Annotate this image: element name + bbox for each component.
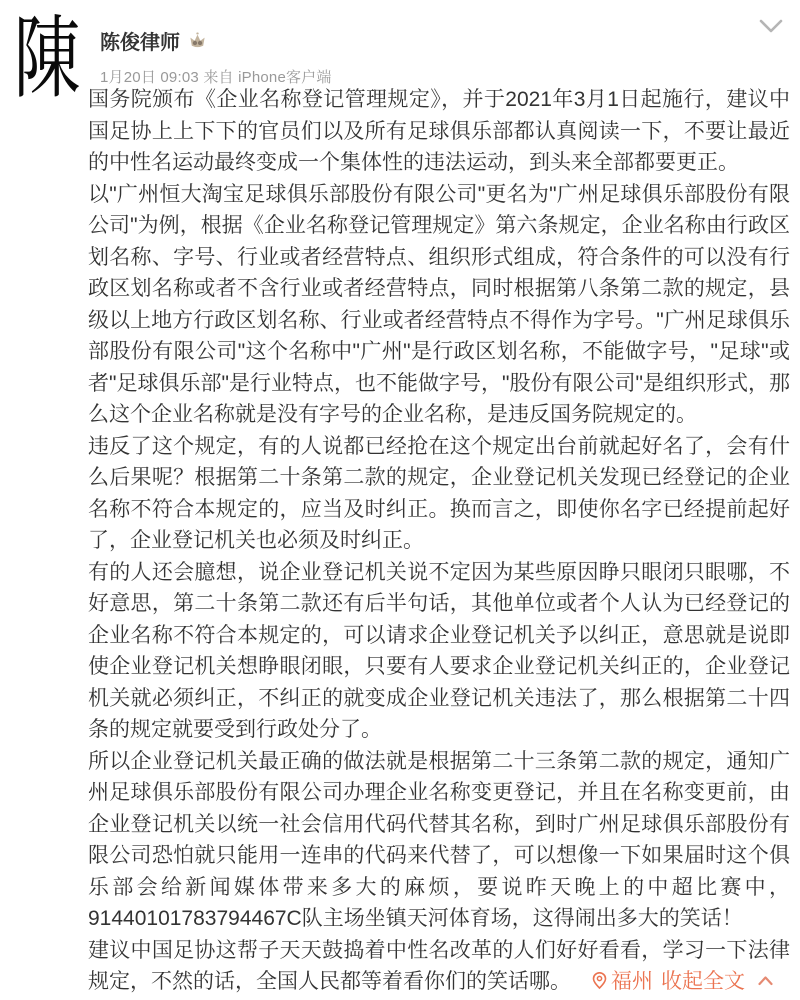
avatar[interactable]: 陳 [13, 6, 81, 111]
chevron-up-icon[interactable] [757, 974, 774, 987]
paragraph: 违反了这个规定，有的人说都已经抢在这个规定出台前就起好名了，会有什么后果呢？根据第二十条第二款的规定，企业登记机关发现已经登记的企业名称不符合本规定的，应当及时纠正。换而言之，即使你名字已经提前起好了，企业登记机关也必须及时纠正。 [88, 434, 790, 552]
paragraph: 有的人还会臆想，说企业登记机关说不定因为某些原因睁只眼闭只眼哪，不好意思，第二十条第二款还有后半句话，其他单位或者个人认为已经登记的企业名称不符合本规定的，可以请求企业登记机关予以纠正，意思就是说即使企业登记机关想睁眼闭眼，只要有人要求企业登记机关纠正的，企业登记机关就必须纠正，不纠正的就变成企业登记机关违法了，那么根据第二十四条的规定就要受到行政处分了。 [88, 560, 790, 741]
location-pin-icon[interactable] [591, 971, 608, 990]
post-text [88, 84, 790, 998]
paragraph: 所以企业登记机关最正确的做法就是根据第二十三条第二款的规定，通知广州足球俱乐部股份有限公司办理企业名称变更登记，并且在名称变更前，由企业登记机关以统一社会信用代码代替其名称，到时广州足球俱乐部股份有限公司恐怕就只能用一连串的代码来代替了，可以想像一下如果届时这个俱乐部会给新闻媒体带来多大的麻烦，要说昨天晚上的中超比赛中，91440101783794467C队主场坐镇天河体育场，这得闹出多大的笑话！ [88, 749, 790, 930]
post-footer-links [591, 966, 774, 998]
location-link[interactable]: 福州 [611, 970, 653, 993]
post-header [100, 26, 332, 87]
post-source[interactable]: 来自 iPhone客户端 [203, 69, 332, 86]
post-time[interactable]: 1月20日 09:03 [100, 69, 199, 86]
paragraph: 建议中国足协这帮子天天鼓捣着中性名改革的人们好好看看，学习一下法律规定，不然的话，全国人民都等着看你们的笑话哪。 [88, 938, 790, 993]
author-name[interactable]: 陈俊律师 [100, 32, 180, 54]
vip-crown-icon[interactable] [188, 32, 207, 50]
paragraph: 国务院颁布《企业名称登记管理规定》，并于2021年3月1日起施行，建议中国足协上上下下的官员们以及所有足球俱乐部都认真阅读一下，不要让最近的中性名运动最终变成一个集体性的违法运动，到头来全部都要更正。 [88, 88, 790, 174]
collapse-full-text-link[interactable]: 收起全文 [661, 970, 745, 993]
chevron-down-icon[interactable] [757, 18, 785, 36]
paragraph-last [88, 935, 790, 998]
paragraph: 以"广州恒大淘宝足球俱乐部股份有限公司"更名为"广州足球俱乐部股份有限公司"为例，根据《企业名称登记管理规定》第六条规定，企业名称由行政区划名称、字号、行业或者经营特点、组织形式组成，符合条件的可以没有行政区划名称或者不含行业或者经营特点，同时根据第八条第二款的规定，县级以上地方行政区划名称、行业或者经营特点不得作为字号。"广州足球俱乐部股份有限公司"这个名称中"广州"是行政区划名称，不能做字号，"足球"或者"足球俱乐部"是行业特点，也不能做字号，"股份有限公司"是组织形式，那么这个企业名称就是没有字号的企业名称，是违反国务院规定的。 [88, 182, 790, 426]
